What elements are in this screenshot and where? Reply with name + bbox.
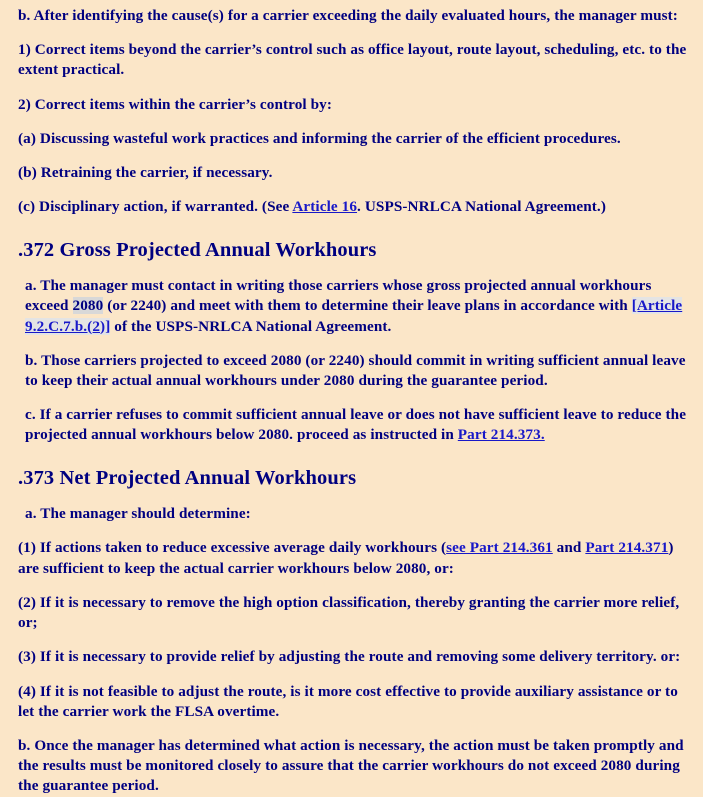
paragraph-373-1-text-mid: and xyxy=(552,539,586,557)
see-part-214-361-link[interactable]: see Part 214.361 xyxy=(446,539,553,557)
paragraph-372-a-part2: (or 2240) and meet with them to determine their leave plans in accordance with xyxy=(103,297,632,315)
paragraph-c-text-after: . USPS-NRLCA National Agreement.) xyxy=(357,198,606,216)
paragraph-1: 1) Correct items beyond the carrier’s control such as office layout, route layout, scheduling, etc. to the extent practical. xyxy=(18,41,687,79)
article-9-2-c-7-b-2-link[interactable]: [Article 9.2.C.7.b.(2)] xyxy=(25,297,683,335)
paragraph-a: (a) Discussing wasteful work practices and informing the carrier of the efficient procedures. xyxy=(18,129,621,147)
paragraph-373-1-text-after: ) are sufficient to keep the actual carrier workhours below 2080, or: xyxy=(18,539,674,577)
paragraph-373-1 xyxy=(18,538,693,578)
paragraph-372-a xyxy=(18,276,693,337)
paragraph-b-intro: b. After identifying the cause(s) for a carrier exceeding the daily evaluated hours, the manager must: xyxy=(18,7,678,24)
paragraph-373-3: (3) If it is necessary to provide relief by adjusting the route and removing some delivery territory. or: xyxy=(18,648,681,666)
heading-373: .373 Net Projected Annual Workhours xyxy=(18,466,357,489)
paragraph-372-c-text: c. If a carrier refuses to commit sufficient annual leave or does not have sufficient leave to reduce the projected annual workhours below 2080. proceed as instructed in xyxy=(25,406,687,444)
paragraph-372-c xyxy=(18,405,693,445)
paragraph-b-retraining: (b) Retraining the carrier, if necessary. xyxy=(18,164,273,182)
paragraph-c-text-before: (c) Disciplinary action, if warranted. (See xyxy=(18,198,293,216)
paragraph-373-4: (4) If it is not feasible to adjust the route, is it more cost effective to provide auxiliary assistance or to let the carrier work the FLSA overtime. xyxy=(18,682,678,720)
paragraph-373-2: (2) If it is necessary to remove the high option classification, thereby granting the carrier more relief, or; xyxy=(18,593,680,632)
part-214-371-link[interactable]: Part 214.371 xyxy=(585,539,669,557)
part-214-373-link[interactable]: Part 214.373. xyxy=(457,426,545,444)
paragraph-372-a-part1: a. The manager must contact in writing those carriers whose gross projected annual workhours exceed xyxy=(25,277,652,315)
paragraph-c-disciplinary xyxy=(18,197,693,217)
paragraph-372-b: b. Those carriers projected to exceed 2080 (or 2240) should commit in writing sufficient annual leave to keep their actual annual workhours under 2080 during the guarantee period. xyxy=(25,351,686,389)
heading-372: .372 Gross Projected Annual Workhours xyxy=(18,238,377,261)
paragraph-373-b: b. Once the manager has determined what action is necessary, the action must be taken promptly and the results must be monitored closely to assure that the carrier workhours do not exceed 2080 during the guarantee period. xyxy=(18,737,684,795)
article-16-link[interactable]: Article 16 xyxy=(292,198,358,216)
paragraph-372-a-part3: of the USPS-NRLCA National Agreement. xyxy=(110,317,392,335)
paragraph-373-1-text-before: (1) If actions taken to reduce excessive average daily workhours ( xyxy=(18,539,447,557)
paragraph-2: 2) Correct items within the carrier’s control by: xyxy=(18,95,333,113)
highlight-2080: 2080 xyxy=(72,297,104,315)
paragraph-373-a: a. The manager should determine: xyxy=(25,505,251,523)
